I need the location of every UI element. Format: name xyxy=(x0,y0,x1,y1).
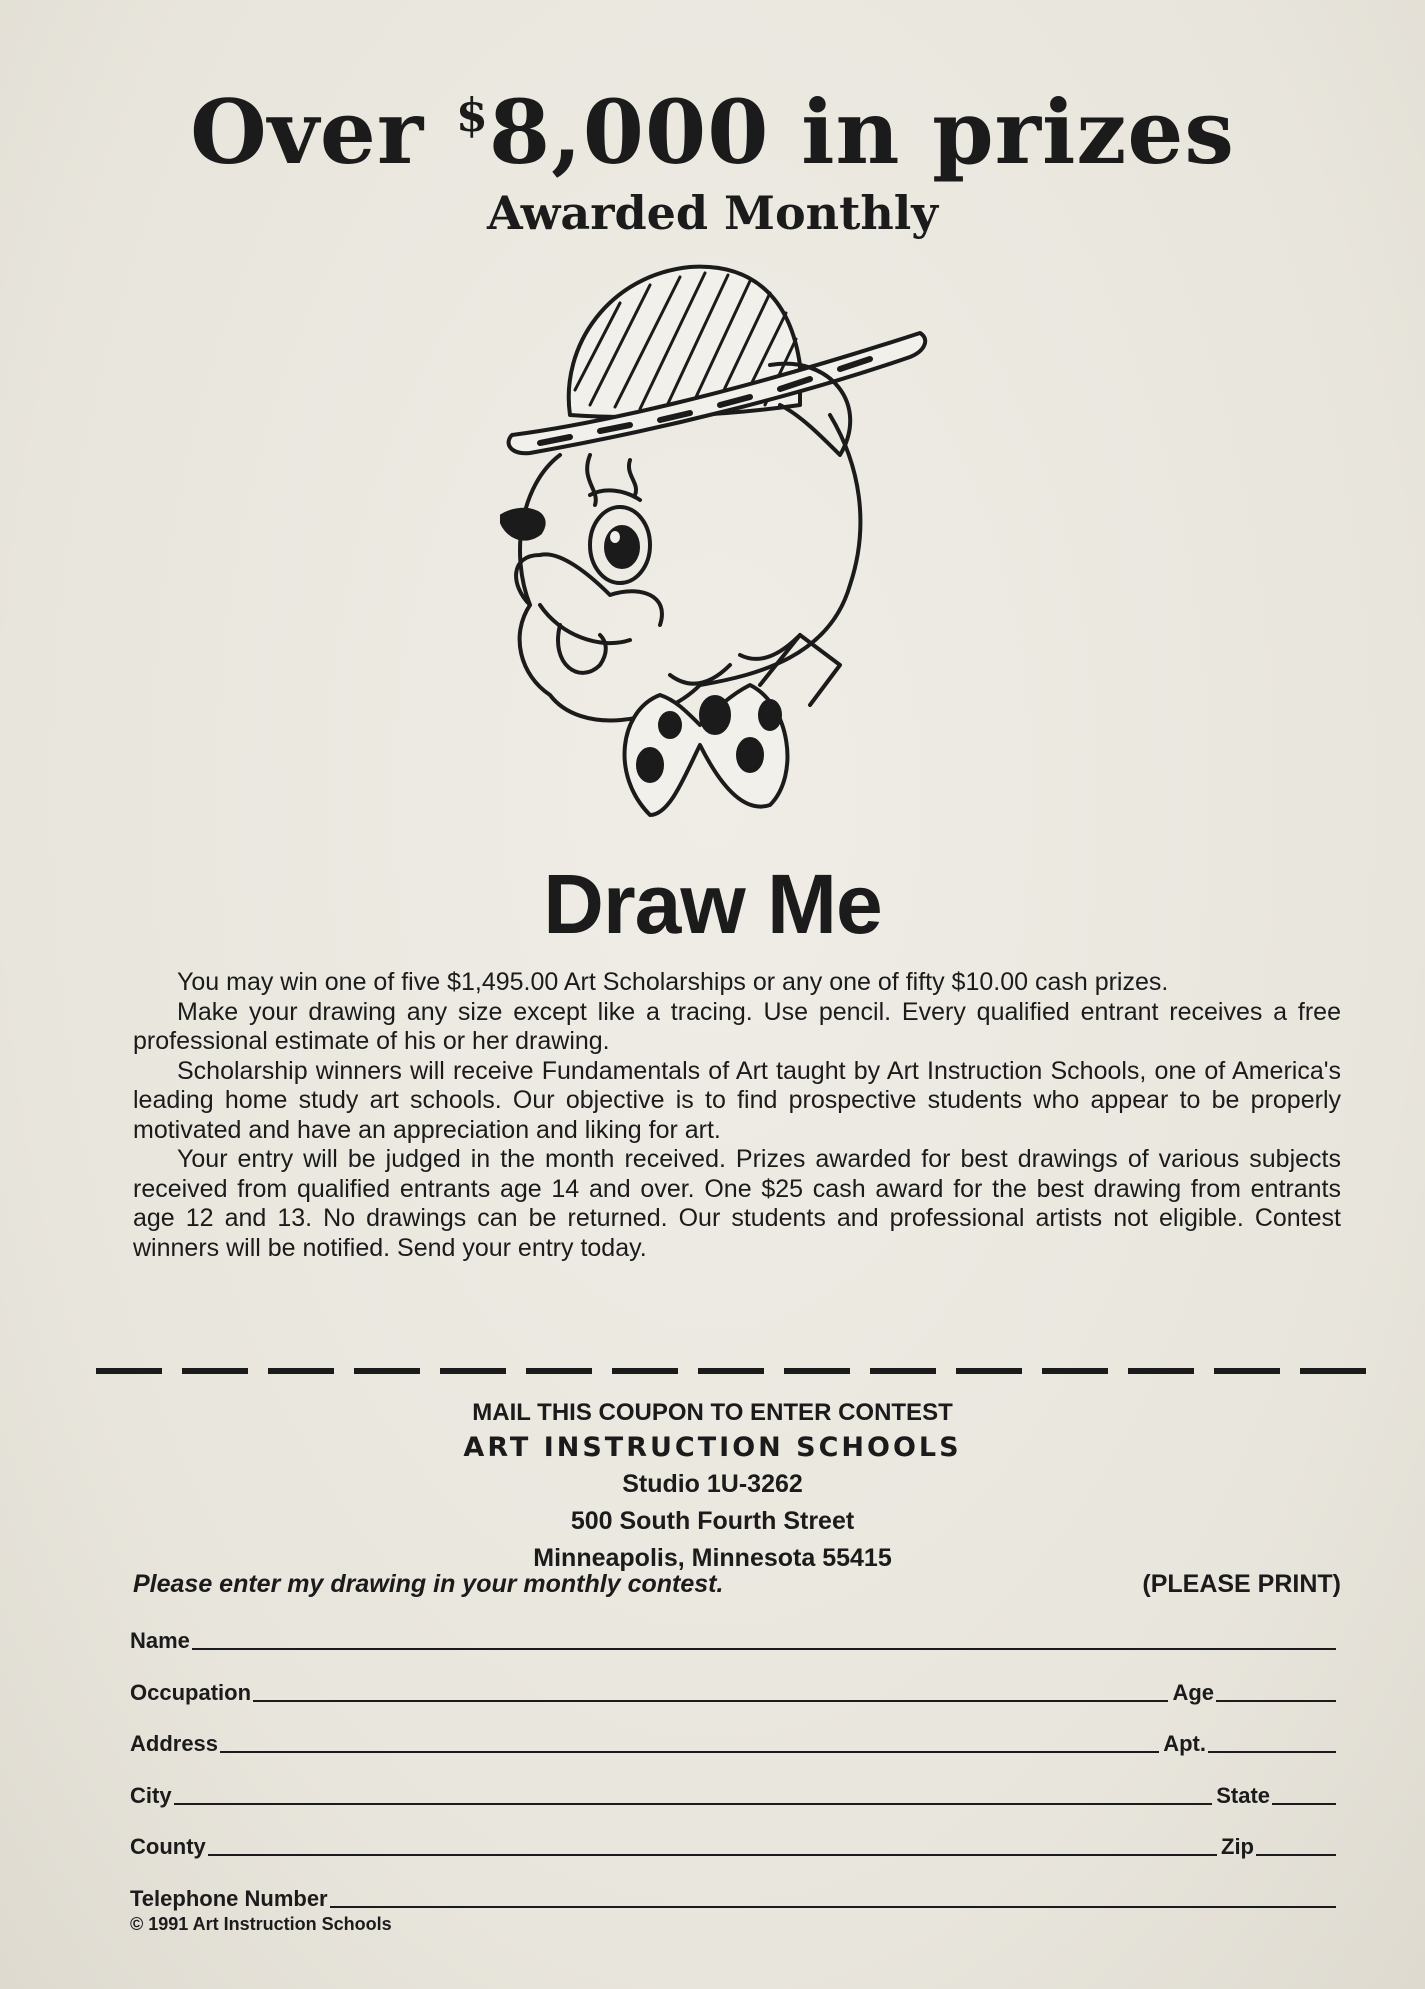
city-label: City xyxy=(130,1783,172,1808)
age-line[interactable] xyxy=(1216,1698,1336,1702)
apt-line[interactable] xyxy=(1208,1749,1336,1753)
state-line[interactable] xyxy=(1272,1801,1336,1805)
street-line: 500 South Fourth Street xyxy=(570,1507,855,1535)
headline-prefix: Over xyxy=(190,80,425,184)
coupon-cut-line xyxy=(96,1368,1382,1374)
contest-description xyxy=(133,968,1341,1263)
subheadline: Awarded Monthly xyxy=(486,186,938,240)
telephone-line[interactable] xyxy=(330,1904,1336,1908)
telephone-field xyxy=(130,1886,1340,1912)
address-apt-row xyxy=(130,1731,1340,1757)
headline-currency: $ xyxy=(455,88,489,142)
please-print-note: (PLEASE PRINT) xyxy=(1142,1570,1341,1598)
coupon-instruction-row xyxy=(133,1570,1341,1599)
bear-illustration xyxy=(500,255,970,855)
school-name: ART INSTRUCTION SCHOOLS xyxy=(463,1432,962,1463)
headline-suffix: in prizes xyxy=(801,80,1235,184)
apt-label: Apt. xyxy=(1163,1731,1206,1756)
mail-instruction: MAIL THIS COUPON TO ENTER CONTEST xyxy=(472,1399,953,1426)
paragraph: Your entry will be judged in the month received. Prizes awarded for best drawings of various subjects received from qualified entrants age 14 and over. One $25 cash award for the best drawing from entrants age 12 and 13. No drawings can be returned. Our students and professional artists not eligible. Contest winners will be notified. Send your entry today. xyxy=(133,1145,1341,1262)
address-line[interactable] xyxy=(220,1749,1159,1753)
city-state-row xyxy=(130,1783,1340,1809)
county-line[interactable] xyxy=(208,1852,1217,1856)
headline-amount-value: 8,000 xyxy=(488,80,770,184)
name-label: Name xyxy=(130,1628,190,1653)
address-label: Address xyxy=(130,1731,219,1756)
copyright-notice: © 1991 Art Instruction Schools xyxy=(130,1914,392,1934)
city-line: Minneapolis, Minnesota 55415 xyxy=(533,1544,892,1572)
occupation-line[interactable] xyxy=(253,1698,1168,1702)
paragraph: Scholarship winners will receive Fundamentals of Art taught by Art Instruction Schools, one of America's leading home study art schools. Our objective is to find prospective students who appear to be properly motivated and have an appreciation and liking for art. xyxy=(133,1056,1341,1144)
studio-line: Studio 1U-3262 xyxy=(622,1470,803,1498)
zip-line[interactable] xyxy=(1256,1852,1336,1856)
draw-me-title: Draw Me xyxy=(543,857,882,951)
coupon-header xyxy=(0,1396,1425,1577)
name-line[interactable] xyxy=(192,1646,1336,1650)
paragraph: Make your drawing any size except like a tracing. Use pencil. Every qualified entrant receives a free professional estimate of his or her drawing. xyxy=(133,997,1341,1055)
occupation-age-row xyxy=(130,1680,1340,1706)
headline-amount xyxy=(456,80,770,184)
occupation-label: Occupation xyxy=(130,1680,252,1705)
state-label: State xyxy=(1216,1783,1270,1808)
city-line[interactable] xyxy=(174,1801,1213,1805)
name-field[interactable] xyxy=(130,1628,1340,1654)
enter-statement: Please enter my drawing in your monthly contest. xyxy=(133,1570,724,1598)
zip-label: Zip xyxy=(1221,1834,1254,1859)
county-zip-row xyxy=(130,1834,1340,1860)
paragraph: You may win one of five $1,495.00 Art Scholarships or any one of fifty $10.00 cash prizes. xyxy=(177,968,1169,996)
telephone-label: Telephone Number xyxy=(130,1886,328,1911)
headline xyxy=(0,80,1425,184)
age-label: Age xyxy=(1172,1680,1214,1705)
county-label: County xyxy=(130,1834,206,1859)
